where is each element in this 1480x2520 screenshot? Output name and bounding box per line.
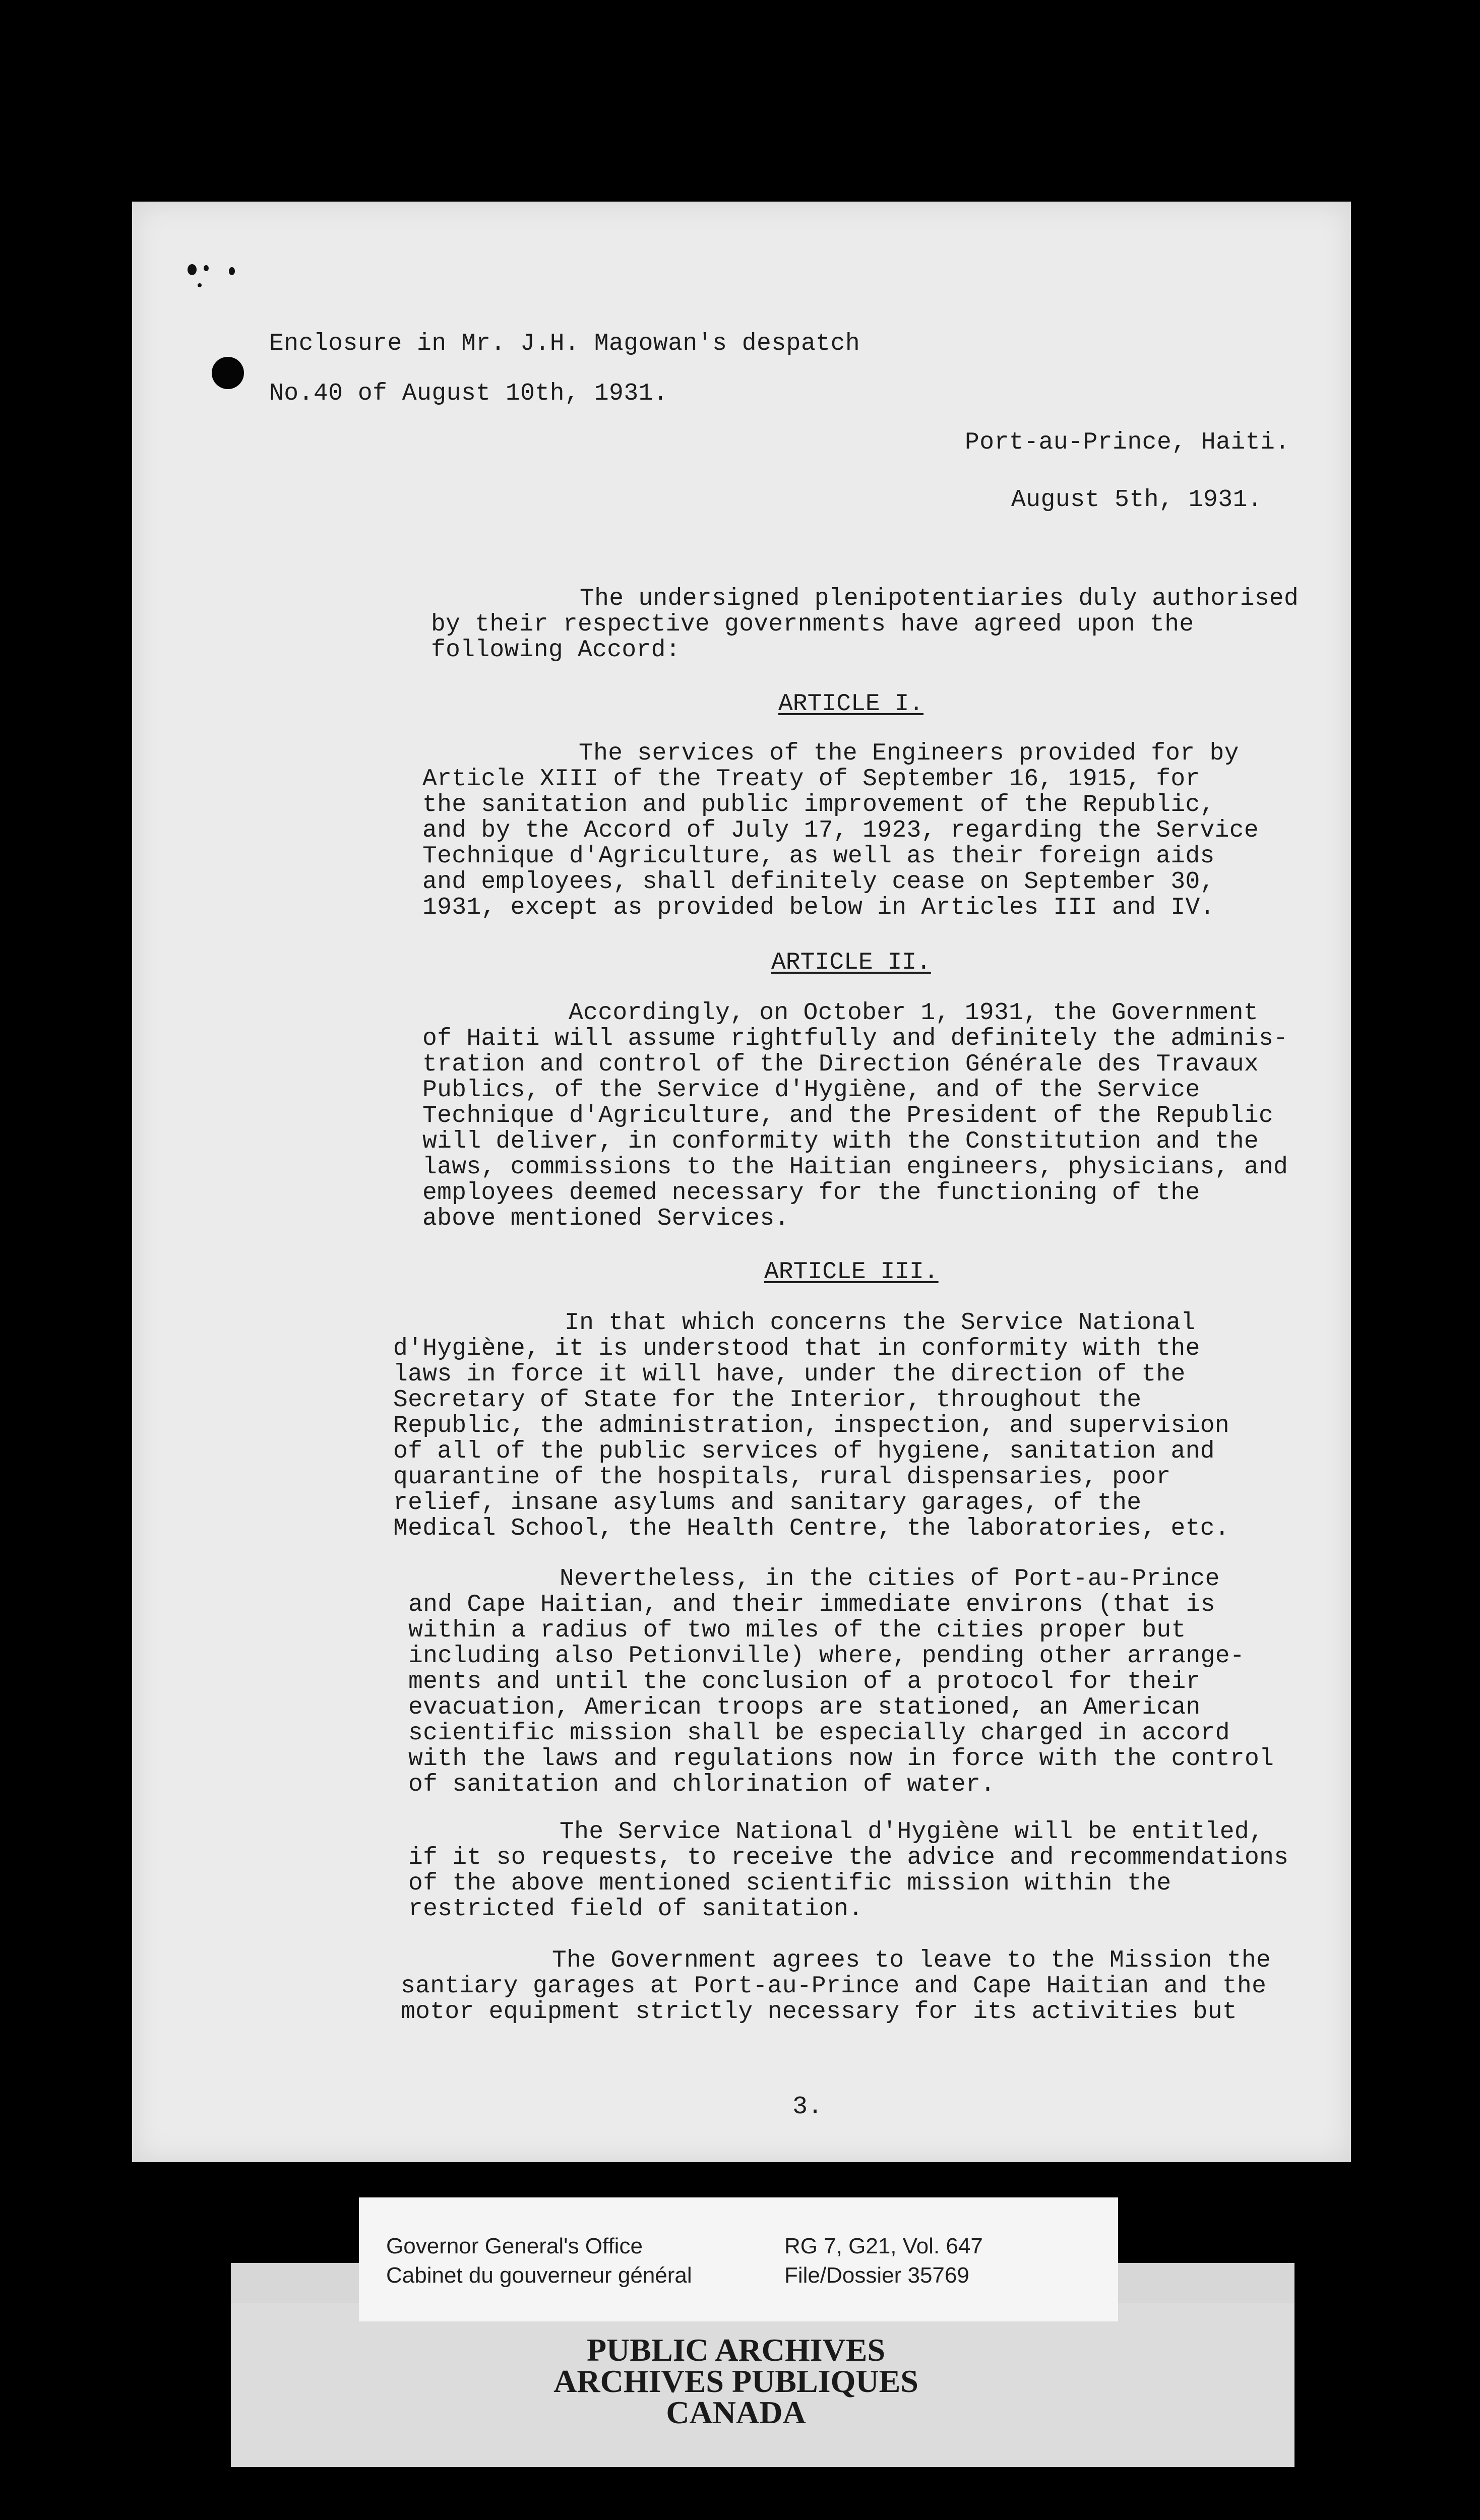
article-3-line: relief, insane asylums and sanitary garages, of the	[393, 1489, 1142, 1517]
article-3-line: d'Hygiène, it is understood that in conformity with the	[393, 1335, 1200, 1362]
article-1-line: Article XIII of the Treaty of September 16, 1915, for	[422, 766, 1200, 793]
article-3-line: santiary garages at Port-au-Prince and Cape Haitian and the	[401, 1973, 1267, 2000]
article-2-line: will deliver, in conformity with the Constitution and the	[422, 1128, 1259, 1155]
article-3-paragraph-3	[408, 1819, 1288, 1922]
article-3-line: motor equipment strictly necessary for its activities but	[401, 1998, 1237, 2026]
article-2-line: Technique d'Agriculture, and the President of the Republic	[422, 1102, 1274, 1129]
stamp-line-3: CANADA	[666, 2395, 806, 2430]
enclosure-line-2: No.40 of August 10th, 1931.	[269, 380, 668, 407]
date-line: August 5th, 1931.	[1011, 486, 1263, 514]
stamp-line-1: PUBLIC ARCHIVES	[586, 2332, 886, 2368]
file-number: File/Dossier 35769	[784, 2263, 969, 2288]
article-3-heading: ARTICLE III.	[764, 1258, 939, 1286]
article-2-line: Publics, of the Service d'Hygiène, and of the Service	[422, 1077, 1200, 1104]
article-3-paragraph-4	[401, 1948, 1271, 2025]
article-3-line: within a radius of two miles of the cities proper but	[408, 1617, 1186, 1644]
article-3-line: ments and until the conclusion of a protocol for their	[408, 1668, 1201, 1695]
intro-paragraph	[431, 586, 1299, 663]
article-1-line: The services of the Engineers provided for by	[579, 740, 1239, 767]
intro-line: following Accord:	[431, 637, 681, 664]
article-1-heading: ARTICLE I.	[778, 690, 924, 718]
article-1-line: Technique d'Agriculture, as well as their foreign aids	[422, 843, 1215, 870]
article-2-line: of Haiti will assume rightfully and definitely the adminis-	[422, 1025, 1288, 1052]
record-group-reference: RG 7, G21, Vol. 647	[784, 2234, 983, 2258]
enclosure-line-1: Enclosure in Mr. J.H. Magowan's despatch	[269, 330, 860, 357]
article-2-line: above mentioned Services.	[422, 1205, 789, 1232]
article-3-paragraph-2	[408, 1566, 1274, 1798]
article-2-line: employees deemed necessary for the functioning of the	[422, 1179, 1200, 1207]
article-3-line: quarantine of the hospitals, rural dispensaries, poor	[393, 1464, 1171, 1491]
article-3-line: restricted field of sanitation.	[408, 1896, 864, 1923]
article-3-line: and Cape Haitian, and their immediate environs (that is	[408, 1591, 1215, 1618]
article-3-line: Nevertheless, in the cities of Port-au-Prince	[560, 1565, 1220, 1593]
article-1-line: and by the Accord of July 17, 1923, regarding the Service	[422, 817, 1259, 844]
intro-line: by their respective governments have agreed upon the	[431, 611, 1194, 638]
intro-line: The undersigned plenipotentiaries duly authorised	[580, 585, 1299, 612]
article-3-line: if it so requests, to receive the advice and recommendations	[408, 1844, 1289, 1871]
article-3-line: of the above mentioned scientific mission within the	[408, 1870, 1171, 1897]
article-3-line: with the laws and regulations now in force with the control	[408, 1745, 1274, 1773]
article-3-line: laws in force it will have, under the direction of the	[393, 1361, 1186, 1388]
article-3-line: Republic, the administration, inspection, and supervision	[393, 1412, 1229, 1439]
article-3-line: of all of the public services of hygiene, sanitation and	[393, 1438, 1215, 1465]
place-line: Port-au-Prince, Haiti.	[965, 429, 1290, 456]
article-2-paragraph	[422, 1000, 1288, 1232]
article-2-line: tration and control of the Direction Générale des Travaux	[422, 1051, 1259, 1078]
article-1-line: and employees, shall definitely cease on September 30,	[422, 868, 1215, 896]
office-en: Governor General's Office	[386, 2234, 643, 2258]
article-3-paragraph-1	[393, 1310, 1229, 1542]
archive-label	[359, 2197, 1118, 2321]
article-1-line: the sanitation and public improvement of the Republic,	[422, 791, 1215, 818]
ink-specks	[183, 257, 274, 302]
article-3-line: of sanitation and chlorination of water.	[408, 1771, 996, 1798]
article-3-line: scientific mission shall be especially charged in accord	[408, 1720, 1230, 1747]
article-2-line: laws, commissions to the Haitian engineers, physicians, and	[422, 1154, 1288, 1181]
article-2-line: Accordingly, on October 1, 1931, the Government	[569, 999, 1258, 1027]
page-number: 3.	[792, 2093, 823, 2121]
article-3-line: including also Petionville) where, pending other arrange-	[408, 1643, 1245, 1670]
article-3-line: In that which concerns the Service National	[565, 1309, 1196, 1337]
punch-hole	[212, 357, 244, 389]
article-3-line: evacuation, American troops are stationed, an American	[408, 1694, 1201, 1721]
public-archives-stamp	[504, 2332, 968, 2430]
stamp-line-2: ARCHIVES PUBLIQUES	[553, 2363, 918, 2399]
article-2-heading: ARTICLE II.	[771, 949, 931, 976]
article-3-line: The Government agrees to leave to the Mission the	[552, 1947, 1271, 1974]
office-fr: Cabinet du gouverneur général	[386, 2263, 692, 2288]
article-1-paragraph	[422, 741, 1259, 921]
article-1-line: 1931, except as provided below in Articles III and IV.	[422, 894, 1215, 921]
article-3-line: Secretary of State for the Interior, throughout the	[393, 1387, 1142, 1414]
article-3-line: Medical School, the Health Centre, the laboratories, etc.	[393, 1515, 1229, 1542]
article-3-line: The Service National d'Hygiène will be entitled,	[560, 1818, 1264, 1846]
